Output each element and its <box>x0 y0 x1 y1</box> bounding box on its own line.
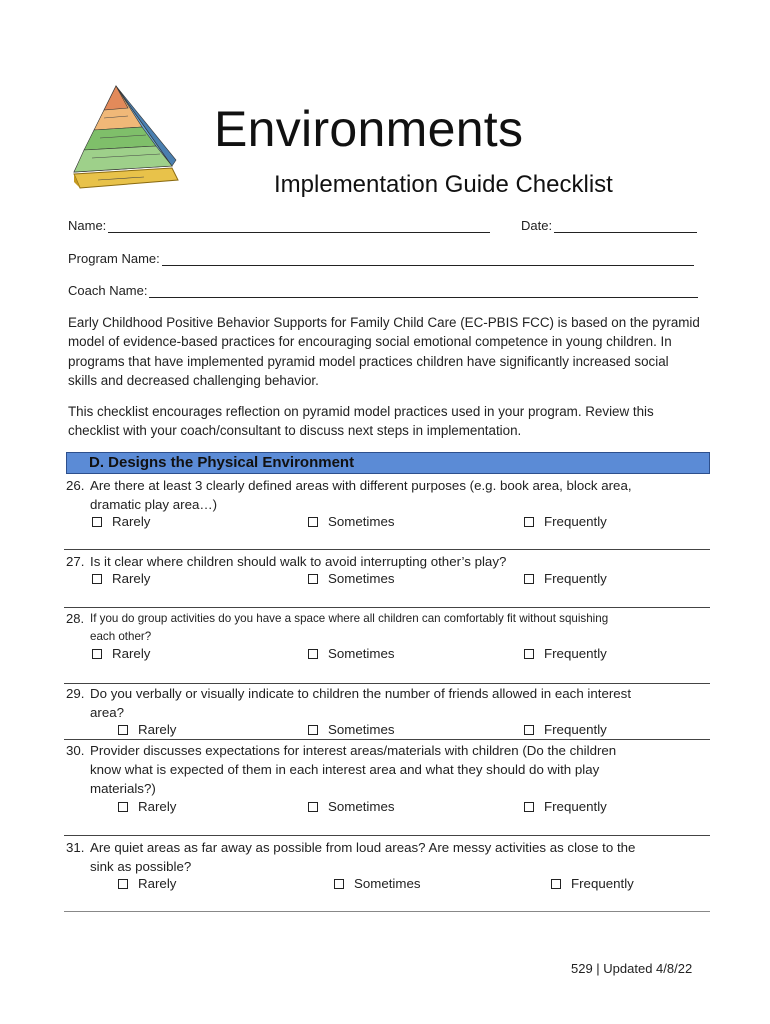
name-field[interactable] <box>68 218 490 233</box>
option-label: Sometimes <box>354 876 421 891</box>
q31-rarely-option[interactable] <box>118 876 176 891</box>
q30-sometimes-option[interactable] <box>308 799 395 814</box>
option-label: Rarely <box>112 646 151 661</box>
checkbox-icon[interactable] <box>334 879 344 889</box>
option-label: Rarely <box>138 722 177 737</box>
option-label: Sometimes <box>328 722 395 737</box>
intro-paragraph <box>68 313 708 390</box>
q30-frequently-option[interactable] <box>524 799 607 814</box>
question-number: 30. <box>66 743 85 758</box>
option-label: Frequently <box>544 799 607 814</box>
section-header <box>66 452 710 474</box>
question-line: Are there at least 3 clearly defined areas with different purposes (e.g. book area, block area, <box>90 478 632 493</box>
intro-line: Early Childhood Positive Behavior Supports for Family Child Care (EC-PBIS FCC) is based on the pyramid <box>68 315 700 330</box>
checkbox-icon[interactable] <box>308 649 318 659</box>
program-name-underline[interactable] <box>162 254 694 266</box>
name-label: Name: <box>68 218 107 233</box>
question-line: Do you verbally or visually indicate to children the number of friends allowed in each interest <box>90 686 632 701</box>
checkbox-icon[interactable] <box>524 649 534 659</box>
option-label: Rarely <box>138 876 177 891</box>
divider <box>64 607 710 608</box>
q27-frequently-option[interactable] <box>524 571 607 586</box>
question-line: Is it clear where children should walk to avoid interrupting other’s play? <box>90 554 507 569</box>
option-label: Rarely <box>112 571 151 586</box>
option-label: Frequently <box>544 646 607 661</box>
q26-rarely-option[interactable] <box>92 514 150 529</box>
date-label: Date: <box>521 218 553 233</box>
q29-sometimes-option[interactable] <box>308 722 395 737</box>
question-line: sink as possible? <box>90 859 192 874</box>
q29-frequently-option[interactable] <box>524 722 607 737</box>
checkbox-icon[interactable] <box>524 802 534 812</box>
option-label: Frequently <box>544 571 607 586</box>
q28-rarely-option[interactable] <box>92 646 150 661</box>
section-title: D. Designs the Physical Environment <box>89 454 355 471</box>
question-line: If you do group activities do you have a space where all children can comfortably fit without squishing <box>90 612 609 625</box>
option-label: Rarely <box>112 514 151 529</box>
q26-sometimes-option[interactable] <box>308 514 395 529</box>
question-line: each other? <box>90 630 152 643</box>
checkbox-icon[interactable] <box>92 517 102 527</box>
date-underline[interactable] <box>554 221 697 233</box>
divider <box>64 911 710 912</box>
q28-sometimes-option[interactable] <box>308 646 395 661</box>
q26-frequently-option[interactable] <box>524 514 607 529</box>
program-name-label: Program Name: <box>68 251 160 266</box>
checkbox-icon[interactable] <box>118 725 128 735</box>
divider <box>64 835 710 836</box>
question-number: 28. <box>66 611 85 626</box>
q27-sometimes-option[interactable] <box>308 571 395 586</box>
intro-line: model of evidence-based practices for encouraging social emotional competence in young children. In <box>68 334 672 350</box>
instructions-line: checklist with your coach/consultant to discuss next steps in implementation. <box>68 423 522 439</box>
checkbox-icon[interactable] <box>308 517 318 527</box>
checkbox-icon[interactable] <box>92 574 102 584</box>
option-label: Sometimes <box>328 646 395 661</box>
q31-sometimes-option[interactable] <box>334 876 421 891</box>
name-underline[interactable] <box>108 221 490 233</box>
question-line: Are quiet areas as far away as possible from loud areas? Are messy activities as close to the <box>90 840 636 855</box>
checkbox-icon[interactable] <box>92 649 102 659</box>
checkbox-icon[interactable] <box>308 725 318 735</box>
checkbox-icon[interactable] <box>524 517 534 527</box>
question-line: dramatic play area…) <box>90 497 218 512</box>
q27-rarely-option[interactable] <box>92 571 150 586</box>
option-label: Frequently <box>544 722 607 737</box>
checkbox-icon[interactable] <box>118 879 128 889</box>
question-number: 31. <box>66 840 85 855</box>
instructions-paragraph <box>68 402 708 441</box>
q31-frequently-option[interactable] <box>551 876 634 891</box>
question-number: 29. <box>66 686 85 701</box>
option-label: Sometimes <box>328 799 395 814</box>
coach-name-label: Coach Name: <box>68 283 148 298</box>
instructions-line: This checklist encourages reflection on pyramid model practices used in your program. Review this <box>68 404 654 419</box>
document-title: Environments <box>214 101 524 157</box>
option-label: Frequently <box>544 514 607 529</box>
program-name-field[interactable] <box>68 251 694 266</box>
option-label: Sometimes <box>328 571 395 586</box>
checkbox-icon[interactable] <box>118 802 128 812</box>
question-line: materials?) <box>90 781 156 796</box>
q29-rarely-option[interactable] <box>118 722 176 737</box>
checkbox-icon[interactable] <box>308 574 318 584</box>
checkbox-icon[interactable] <box>524 574 534 584</box>
coach-name-underline[interactable] <box>149 286 698 298</box>
coach-name-field[interactable] <box>68 283 698 298</box>
option-label: Sometimes <box>328 514 395 529</box>
question-number: 27. <box>66 554 85 569</box>
question-line: area? <box>90 705 125 720</box>
option-label: Rarely <box>138 799 177 814</box>
q28-frequently-option[interactable] <box>524 646 607 661</box>
q30-rarely-option[interactable] <box>118 799 176 814</box>
document-subtitle: Implementation Guide Checklist <box>274 171 613 198</box>
option-label: Frequently <box>571 876 634 891</box>
checkbox-icon[interactable] <box>524 725 534 735</box>
checkbox-icon[interactable] <box>551 879 561 889</box>
question-line: know what is expected of them in each interest area and what they should do with play <box>90 762 600 777</box>
intro-line: programs that have implemented pyramid model practices children have significantly increased social <box>68 353 669 369</box>
intro-line: skills and decreased challenging behavior. <box>68 372 319 388</box>
divider <box>64 549 710 550</box>
divider <box>64 739 710 740</box>
question-line: Provider discusses expectations for interest areas/materials with children (Do the children <box>90 743 617 758</box>
question-number: 26. <box>66 478 85 493</box>
pyramid-model-logo <box>64 82 182 198</box>
date-field[interactable] <box>521 218 697 233</box>
checkbox-icon[interactable] <box>308 802 318 812</box>
page-footer: 529 | Updated 4/8/22 <box>571 961 693 976</box>
